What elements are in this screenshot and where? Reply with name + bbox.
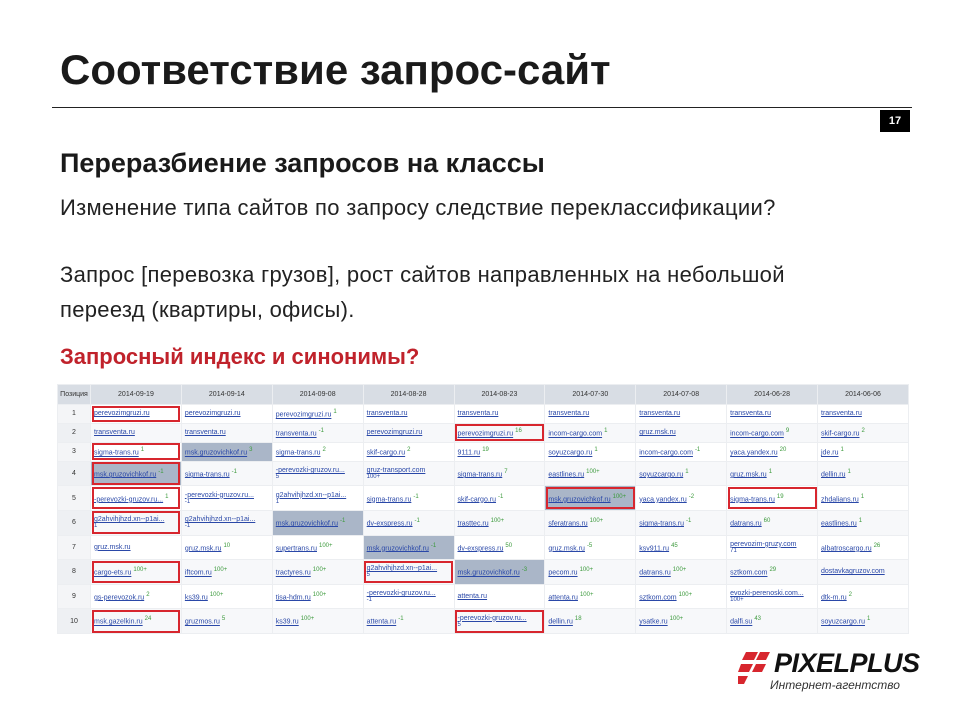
result-cell <box>545 584 636 609</box>
result-cell <box>636 405 727 424</box>
site-link[interactable]: soyuzcargo.ru <box>639 471 684 479</box>
result-cell <box>636 584 727 609</box>
result-cell <box>636 442 727 461</box>
site-link[interactable]: supertrans.ru <box>275 545 317 552</box>
result-cell <box>363 486 454 511</box>
position-delta: 18 <box>574 616 582 623</box>
result-cell <box>91 442 182 461</box>
section-subtitle: Переразбиение запросов на классы <box>60 148 545 178</box>
position-delta: 7 <box>504 468 508 475</box>
site-link[interactable]: incom-cargo.com <box>730 430 784 438</box>
position-delta: 20 <box>779 447 787 454</box>
position-cell: 7 <box>58 535 91 560</box>
result-cell <box>272 609 363 634</box>
position-cell: 6 <box>58 510 91 535</box>
position-delta: -1 <box>413 493 419 500</box>
position-delta: 1 <box>860 493 865 500</box>
site-link[interactable]: transventa.ru <box>639 410 681 418</box>
position-delta: 2 <box>146 591 150 598</box>
result-cell <box>636 461 727 486</box>
site-link[interactable]: attenta.ru <box>366 618 397 626</box>
result-cell <box>454 560 545 585</box>
site-link[interactable]: dellin.ru <box>548 618 573 626</box>
position-delta: 100+ <box>209 591 224 598</box>
site-link[interactable]: incom-cargo.com <box>639 449 693 457</box>
position-delta: 100+ <box>579 591 594 598</box>
position-delta: 100+ <box>589 518 604 525</box>
column-header-date: 2014-07-08 <box>636 385 727 405</box>
site-link[interactable]: -perevozki-gruzov.ru... <box>457 614 527 622</box>
result-cell <box>818 584 909 609</box>
result-cell <box>91 510 182 535</box>
position-cell: 10 <box>58 609 91 634</box>
site-link[interactable]: dalfi.su <box>730 618 753 626</box>
result-cell <box>636 560 727 585</box>
site-link[interactable]: perevozimgruzi.ru <box>184 410 241 418</box>
site-link[interactable]: skif-cargo.ru <box>821 430 860 438</box>
site-link[interactable]: iftcom.ru <box>184 569 212 577</box>
site-link[interactable]: transventa.ru <box>730 410 771 418</box>
position-delta: -1 <box>498 493 504 500</box>
highlight-heading: Запросный индекс и синонимы? <box>60 344 420 369</box>
site-link[interactable]: sigma-trans.ru <box>457 471 503 479</box>
result-cell <box>181 535 272 560</box>
position-delta: -1 <box>184 498 191 505</box>
site-link[interactable]: perevozim-gruzy.com <box>730 540 797 548</box>
site-link[interactable]: -perevozki-gruzov.ru... <box>94 495 164 503</box>
result-cell <box>181 584 272 609</box>
site-link[interactable]: sztkom.com <box>639 594 677 602</box>
position-delta: 1 <box>94 523 98 530</box>
site-link[interactable]: ks39.ru <box>275 618 299 626</box>
position-delta: 1 <box>140 447 145 454</box>
table-row <box>58 609 909 634</box>
site-link[interactable]: jde.ru <box>821 449 839 457</box>
site-link[interactable]: perevozimgruzi.ru <box>366 429 423 437</box>
site-link[interactable]: tractyres.ru <box>275 569 311 577</box>
position-delta: 100+ <box>579 567 594 574</box>
result-cell <box>181 609 272 634</box>
position-delta: -1 <box>430 542 437 549</box>
site-link[interactable]: msk.gazelkin.ru <box>94 618 143 626</box>
site-link[interactable]: gruz.msk.ru <box>548 545 585 552</box>
position-delta: 26 <box>873 542 881 549</box>
position-delta: 10 <box>223 542 231 549</box>
site-link[interactable]: zhdalians.ru <box>821 495 859 503</box>
column-header-date: 2014-07-30 <box>545 385 636 405</box>
site-link[interactable]: sigma-trans.ru <box>275 449 321 457</box>
column-header-date: 2014-09-14 <box>181 385 272 405</box>
position-delta: 100+ <box>612 493 627 500</box>
result-cell <box>272 535 363 560</box>
site-link[interactable]: gruz.msk.ru <box>94 543 131 551</box>
site-link[interactable]: g2ahvihjhzd.xn--p1ai... <box>184 516 256 524</box>
site-link[interactable]: skif-cargo.ru <box>366 449 406 457</box>
column-header-date: 2014-08-23 <box>454 385 545 405</box>
position-delta: 2 <box>407 447 411 454</box>
site-link[interactable]: dv-exspress.ru <box>366 520 413 528</box>
position-delta: 100+ <box>669 616 684 623</box>
result-cell <box>91 461 182 486</box>
result-cell <box>272 461 363 486</box>
site-link[interactable]: transventa.ru <box>94 429 135 437</box>
result-cell <box>272 510 363 535</box>
result-cell <box>91 609 182 634</box>
position-delta: 100+ <box>300 616 315 623</box>
position-delta: 50 <box>505 542 513 549</box>
result-cell <box>727 423 818 442</box>
site-link[interactable]: eastlines.ru <box>548 471 585 479</box>
position-delta: -1 <box>694 447 701 454</box>
result-cell <box>727 442 818 461</box>
site-link[interactable]: msk.gruzovichkof.ru <box>457 569 520 577</box>
result-cell <box>91 584 182 609</box>
site-link[interactable]: cargo-ets.ru <box>94 569 132 577</box>
result-cell <box>727 510 818 535</box>
slide-title: Соответствие запрос-сайт <box>60 46 611 93</box>
position-delta: -1 <box>184 523 191 530</box>
site-link[interactable]: gruz.msk.ru <box>184 545 222 552</box>
result-cell <box>818 560 909 585</box>
site-link[interactable]: transventa.ru <box>275 430 317 438</box>
site-link[interactable]: sigma-trans.ru <box>94 449 139 457</box>
result-cell <box>181 510 272 535</box>
result-cell <box>727 584 818 609</box>
result-cell <box>545 609 636 634</box>
position-delta: -5 <box>586 542 593 549</box>
site-link[interactable]: transventa.ru <box>548 410 590 418</box>
column-header-date: 2014-09-19 <box>91 385 182 405</box>
position-delta: 100+ <box>730 596 744 603</box>
site-link[interactable]: gruzmos.ru <box>184 618 220 626</box>
result-cell <box>363 423 454 442</box>
position-delta: -3 <box>521 567 528 574</box>
position-delta: -1 <box>318 428 324 435</box>
site-link[interactable]: albatroscargo.ru <box>821 545 872 552</box>
table-row <box>58 584 909 609</box>
position-delta: 100+ <box>133 567 147 574</box>
site-link[interactable]: incom-cargo.com <box>548 430 603 438</box>
logo-tagline: Интернет-агентство <box>770 678 900 692</box>
site-link[interactable]: g2ahvihjhzd.xn--p1ai... <box>275 491 347 499</box>
position-delta: 100+ <box>213 567 228 574</box>
column-header-date: 2014-08-28 <box>363 385 454 405</box>
site-link[interactable]: evozki-perenoski.com... <box>730 589 804 597</box>
site-link[interactable]: dv-exspress.ru <box>457 545 504 552</box>
position-delta: 100+ <box>366 474 381 481</box>
site-link[interactable]: attenta.ru <box>457 592 488 600</box>
position-delta: -1 <box>340 518 346 525</box>
position-delta: 3 <box>249 447 253 454</box>
position-delta: 1 <box>594 447 598 454</box>
result-cell <box>727 535 818 560</box>
site-link[interactable]: sigma-trans.ru <box>730 495 775 503</box>
result-cell <box>545 405 636 424</box>
position-delta: 100+ <box>312 591 327 598</box>
result-cell <box>91 405 182 424</box>
site-link[interactable]: transventa.ru <box>184 429 226 437</box>
site-link[interactable]: yaca.yandex.ru <box>730 449 778 457</box>
site-link[interactable]: transventa.ru <box>821 410 862 418</box>
result-cell <box>363 560 454 585</box>
result-cell <box>454 535 545 560</box>
position-delta: 19 <box>482 447 489 454</box>
result-cell <box>727 560 818 585</box>
result-cell <box>272 560 363 585</box>
site-link[interactable]: pecom.ru <box>548 569 578 577</box>
result-cell <box>363 535 454 560</box>
site-link[interactable]: ksv911.ru <box>639 545 670 552</box>
position-delta: 1 <box>685 468 689 475</box>
site-link[interactable]: datrans.ru <box>730 520 762 528</box>
position-delta: 71 <box>730 547 737 554</box>
position-delta: 5 <box>221 616 226 623</box>
result-cell <box>363 461 454 486</box>
result-cell <box>454 405 545 424</box>
result-cell <box>545 510 636 535</box>
position-delta: 5 <box>275 474 280 481</box>
result-cell <box>91 535 182 560</box>
result-cell <box>818 535 909 560</box>
position-cell: 3 <box>58 442 91 461</box>
site-link[interactable]: -perevozki-gruzov.ru... <box>184 491 254 499</box>
site-link[interactable]: perevozimgruzi.ru <box>275 411 332 419</box>
site-link[interactable]: ysatke.ru <box>639 618 668 626</box>
result-cell <box>818 423 909 442</box>
result-cell <box>272 442 363 461</box>
column-header-date: 2014-06-06 <box>818 385 909 405</box>
position-delta: 100+ <box>678 591 693 598</box>
result-cell <box>454 510 545 535</box>
position-delta: 2 <box>322 447 326 454</box>
position-delta: 43 <box>754 616 761 623</box>
site-link[interactable]: gs-perevozok.ru <box>94 594 145 602</box>
position-cell: 1 <box>58 405 91 424</box>
position-delta: 1 <box>165 493 169 500</box>
result-cell <box>272 405 363 424</box>
position-delta: 1 <box>847 468 851 475</box>
site-link[interactable]: gruz.msk.ru <box>639 429 676 437</box>
result-cell <box>454 609 545 634</box>
site-link[interactable]: gruz-transport.com <box>366 467 426 475</box>
position-delta: 2 <box>861 428 865 435</box>
position-cell: 4 <box>58 461 91 486</box>
site-link[interactable]: msk.gruzovichkof.ru <box>184 449 248 457</box>
result-cell <box>636 423 727 442</box>
result-cell <box>545 423 636 442</box>
column-header-position: Позиция <box>58 385 91 405</box>
site-link[interactable]: soyuzcargo.ru <box>821 618 865 626</box>
result-cell <box>181 461 272 486</box>
result-cell <box>272 584 363 609</box>
position-delta: 1 <box>333 409 337 416</box>
site-link[interactable]: sztkom.com <box>730 569 768 577</box>
result-cell <box>91 423 182 442</box>
result-cell <box>363 510 454 535</box>
result-cell <box>272 486 363 511</box>
result-cell <box>818 442 909 461</box>
position-delta: 2 <box>848 591 853 598</box>
serp-history-table <box>57 384 909 634</box>
position-delta: 1 <box>858 518 863 525</box>
result-cell <box>363 442 454 461</box>
column-header-date: 2014-09-08 <box>272 385 363 405</box>
position-delta: 100+ <box>672 567 687 574</box>
position-delta: 1 <box>768 468 773 475</box>
position-delta: 29 <box>769 567 777 574</box>
pixelplus-logo <box>738 648 928 698</box>
title-divider <box>52 107 912 108</box>
table-row <box>58 486 909 511</box>
result-cell <box>818 510 909 535</box>
result-cell <box>181 560 272 585</box>
result-cell <box>272 423 363 442</box>
position-delta: -2 <box>688 493 695 500</box>
result-cell <box>727 461 818 486</box>
result-cell <box>818 405 909 424</box>
site-link[interactable]: transventa.ru <box>366 410 408 418</box>
site-link[interactable]: msk.gruzovichkof.ru <box>366 545 429 552</box>
result-cell <box>454 423 545 442</box>
table-row <box>58 405 909 424</box>
result-cell <box>545 461 636 486</box>
site-link[interactable]: perevozimgruzi.ru <box>94 410 150 418</box>
position-delta: 60 <box>763 518 771 525</box>
site-link[interactable]: yaca.yandex.ru <box>639 495 687 503</box>
logo-mark-icon <box>738 650 770 690</box>
position-delta: 16 <box>515 428 522 435</box>
result-cell <box>727 486 818 511</box>
result-cell <box>454 442 545 461</box>
result-cell <box>91 486 182 511</box>
site-link[interactable]: 9111.ru <box>457 449 481 457</box>
result-cell <box>636 535 727 560</box>
table-row <box>58 442 909 461</box>
table-row <box>58 510 909 535</box>
site-link[interactable]: sigma-trans.ru <box>639 520 684 528</box>
result-cell <box>181 486 272 511</box>
site-link[interactable]: ks39.ru <box>184 594 208 602</box>
logo-brand-text: PIXELPLUS <box>774 648 920 678</box>
question-line: Изменение типа сайтов по запросу следствие переклассификации? <box>60 195 776 220</box>
position-delta: -1 <box>366 596 372 603</box>
column-header-date: 2014-06-28 <box>727 385 818 405</box>
site-link[interactable]: datrans.ru <box>639 569 671 577</box>
position-cell: 9 <box>58 584 91 609</box>
site-link[interactable]: dtk-m.ru <box>821 594 847 602</box>
table-body <box>58 405 909 634</box>
position-delta: 100+ <box>586 468 600 475</box>
result-cell <box>545 486 636 511</box>
result-cell <box>363 609 454 634</box>
result-cell <box>363 584 454 609</box>
site-link[interactable]: attenta.ru <box>548 594 578 602</box>
site-link[interactable]: sferatrans.ru <box>548 520 588 528</box>
result-cell <box>818 609 909 634</box>
position-delta: 1 <box>275 498 280 505</box>
site-link[interactable]: trasttec.ru <box>457 520 489 528</box>
position-delta: 1 <box>604 428 608 435</box>
site-link[interactable]: -perevozki-gruzov.ru... <box>366 589 436 597</box>
position-delta: 24 <box>144 616 152 623</box>
position-delta: 100+ <box>319 542 333 549</box>
site-link[interactable]: msk.gruzovichkof.ru <box>94 471 157 479</box>
result-cell <box>636 609 727 634</box>
site-link[interactable]: eastlines.ru <box>821 520 857 528</box>
site-link[interactable]: g2ahvihjhzd.xn--p1ai... <box>366 565 438 573</box>
position-delta: 9 <box>785 428 790 435</box>
site-link[interactable]: -perevozki-gruzov.ru... <box>275 467 345 475</box>
position-delta: -1 <box>398 616 404 623</box>
result-cell <box>545 535 636 560</box>
table-row <box>58 535 909 560</box>
site-link[interactable]: tisa-hdm.ru <box>275 594 311 602</box>
result-cell <box>636 510 727 535</box>
site-link[interactable]: msk.gruzovichkof.ru <box>548 495 611 503</box>
result-cell <box>454 461 545 486</box>
table-row <box>58 560 909 585</box>
position-cell: 2 <box>58 423 91 442</box>
site-link[interactable]: sigma-trans.ru <box>366 495 412 503</box>
position-delta: -1 <box>414 518 420 525</box>
query-paragraph: Запрос [перевозка грузов], рост сайтов направленных на небольшой переезд (квартиры, офисы). <box>60 262 785 322</box>
site-link[interactable]: dellin.ru <box>821 471 846 479</box>
position-delta: 1 <box>840 447 844 454</box>
table-header-row <box>58 385 909 405</box>
position-delta: 5 <box>366 572 370 579</box>
position-delta: 5 <box>457 621 461 628</box>
position-delta: -1 <box>231 468 237 475</box>
result-cell <box>727 405 818 424</box>
position-delta: 1 <box>866 616 871 623</box>
position-delta: 19 <box>776 493 784 500</box>
result-cell <box>91 560 182 585</box>
result-cell <box>454 584 545 609</box>
site-link[interactable]: g2ahvihjhzd.xn--p1ai... <box>94 516 165 524</box>
position-cell: 5 <box>58 486 91 511</box>
site-link[interactable]: dostavkagruzov.com <box>821 568 885 576</box>
result-cell <box>818 486 909 511</box>
position-delta: 100+ <box>312 567 327 574</box>
position-delta: 100+ <box>490 518 505 525</box>
table-row <box>58 423 909 442</box>
position-delta: -1 <box>158 468 164 475</box>
result-cell <box>545 442 636 461</box>
result-cell <box>181 423 272 442</box>
table-row <box>58 461 909 486</box>
result-cell <box>636 486 727 511</box>
result-cell <box>818 461 909 486</box>
site-link[interactable]: transventa.ru <box>457 410 499 418</box>
site-link[interactable]: gruz.msk.ru <box>730 471 767 479</box>
position-delta: -1 <box>685 518 692 525</box>
site-link[interactable]: skif-cargo.ru <box>457 495 497 503</box>
site-link[interactable]: soyuzcargo.ru <box>548 449 593 457</box>
position-cell: 8 <box>58 560 91 585</box>
position-delta: 45 <box>671 542 678 549</box>
result-cell <box>454 486 545 511</box>
page-number-badge: 17 <box>880 110 910 132</box>
site-link[interactable]: sigma-trans.ru <box>184 471 230 479</box>
result-cell <box>181 442 272 461</box>
result-cell <box>727 609 818 634</box>
site-link[interactable]: msk.gruzovichkof.ru <box>275 520 338 528</box>
result-cell <box>181 405 272 424</box>
result-cell <box>363 405 454 424</box>
site-link[interactable]: perevozimgruzi.ru <box>457 430 514 438</box>
result-cell <box>545 560 636 585</box>
